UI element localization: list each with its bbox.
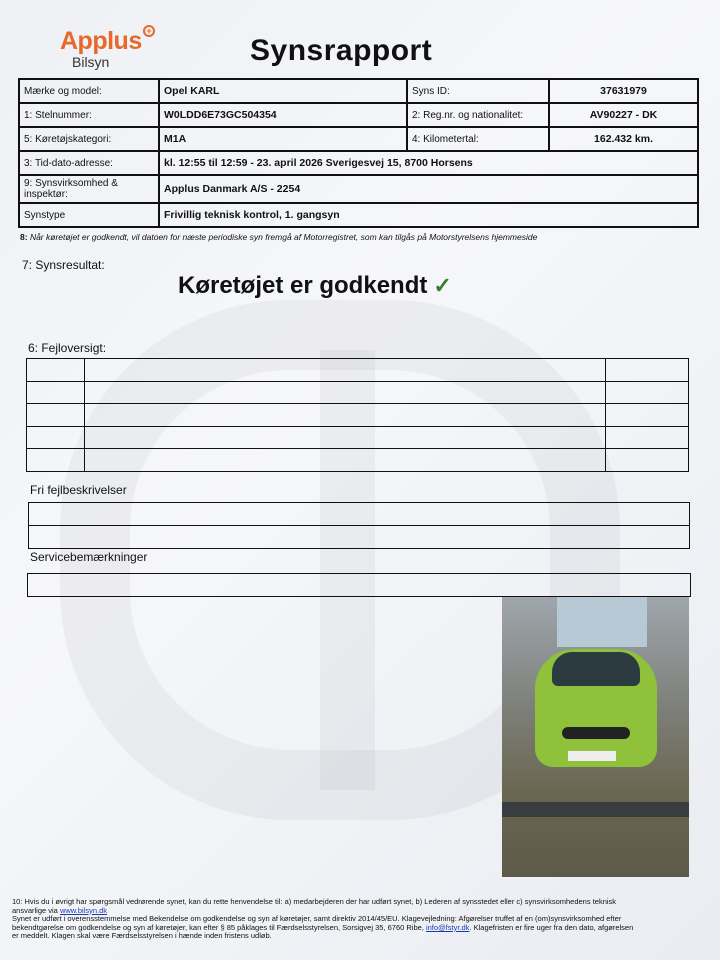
page-title: Synsrapport xyxy=(250,34,433,67)
info-value: Frivillig teknisk kontrol, 1. gangsyn xyxy=(159,203,698,227)
vehicle-info-table xyxy=(18,78,699,228)
fejl-table xyxy=(26,358,689,472)
info-label: 4: Kilometertal: xyxy=(407,127,549,151)
photo-test-ramp xyxy=(502,802,689,817)
result-text: Køretøjet er godkendt xyxy=(178,272,428,299)
footer-line: bekendtgørelse om godkendelse og syn af køretøjer, kan efter § 85 påklages til Færdselsstyrelsen, Sorsigvej 35, 6760 Ribe, info@fstyr.dk. Klagefristen er fire uger fra den dato, afgørelsen xyxy=(12,922,634,932)
plus-icon: + xyxy=(143,25,155,37)
service-box xyxy=(27,573,691,597)
photo-car-windshield xyxy=(552,652,640,686)
vehicle-photo xyxy=(502,597,689,877)
footer-line: er meddelt. Klagen skal være Færdselsstyrelsen i hænde inden fristens udløb. xyxy=(12,931,272,941)
info-label: 5: Køretøjskategori: xyxy=(19,127,159,151)
fstyr-email-link[interactable]: info@fstyr.dk xyxy=(425,922,470,932)
fri-label: Fri fejlbeskrivelser xyxy=(30,483,127,497)
info-row xyxy=(19,79,698,103)
info-row xyxy=(19,175,698,203)
info-value: Applus Danmark A/S - 2254 xyxy=(159,175,698,203)
info-value: M1A xyxy=(159,127,407,151)
info-row xyxy=(19,103,698,127)
service-label: Servicebemærkninger xyxy=(30,550,148,564)
check-icon: ✓ xyxy=(433,273,452,298)
fejl-row xyxy=(27,404,689,427)
note-8-text: Når køretøjet er godkendt, vil datoen for næste periodiske syn fremgå af Motorregistret, som kan tilgås på Motorstyrelsens hjemmeside xyxy=(29,232,538,242)
photo-car-grille xyxy=(562,727,630,739)
note-8-num: 8: xyxy=(20,232,28,242)
info-value: Opel KARL xyxy=(159,79,407,103)
footer-line: ansvarlige via www.bilsyn.dk xyxy=(12,905,108,915)
fri-box-2 xyxy=(28,525,690,549)
info-label: 9: Synsvirksomhed & inspektør: xyxy=(19,175,159,203)
fejl-row xyxy=(27,449,689,472)
result-banner xyxy=(178,272,452,300)
logo-sub: Bilsyn xyxy=(72,54,110,70)
info-row xyxy=(19,203,698,227)
fejl-row xyxy=(27,381,689,404)
bilsyn-link[interactable]: www.bilsyn.dk xyxy=(59,905,108,915)
photo-sky xyxy=(557,597,647,647)
fri-box-1 xyxy=(28,502,690,526)
info-label: 1: Stelnummer: xyxy=(19,103,159,127)
logo-brand: Applus xyxy=(60,27,142,55)
footer-line: Synet er udført i overensstemmelse med Bekendelse om godkendelse og syn af køretøjer, samt direktiv 2014/45/EU. Klagevejledning: Afgørelser truffet af en (om)synsvirksomhed efter xyxy=(12,914,622,924)
fejl-row xyxy=(27,426,689,449)
info-value: kl. 12:55 til 12:59 - 23. april 2026 Sverigesvej 15, 8700 Horsens xyxy=(159,151,698,175)
info-label: 2: Reg.nr. og nationalitet: xyxy=(407,103,549,127)
info-label: Syns ID: xyxy=(407,79,549,103)
info-label: 3: Tid-dato-adresse: xyxy=(19,151,159,175)
info-row xyxy=(19,127,698,151)
fejl-label: 6: Fejloversigt: xyxy=(28,341,107,355)
applus-logo xyxy=(60,26,152,70)
info-value: W0LDD6E73GC504354 xyxy=(159,103,407,127)
info-label: Mærke og model: xyxy=(19,79,159,103)
info-row xyxy=(19,151,698,175)
note-8 xyxy=(20,232,537,242)
info-value: 37631979 xyxy=(549,79,698,103)
footer-notes xyxy=(12,898,702,941)
result-label: 7: Synsresultat: xyxy=(22,258,105,272)
footer-line: 10: Hvis du i øvrigt har spørgsmål vedrørende synet, kan du rette henvendelse til: a) medarbejderen der har udført synet, b) Lederen af synsstedet eller c) synsvirksomhedens teknisk xyxy=(12,897,617,906)
info-label: Synstype xyxy=(19,203,159,227)
fejl-row xyxy=(27,359,689,382)
info-value: AV90227 - DK xyxy=(549,103,698,127)
info-value: 162.432 km. xyxy=(549,127,698,151)
photo-license-plate xyxy=(568,751,616,761)
